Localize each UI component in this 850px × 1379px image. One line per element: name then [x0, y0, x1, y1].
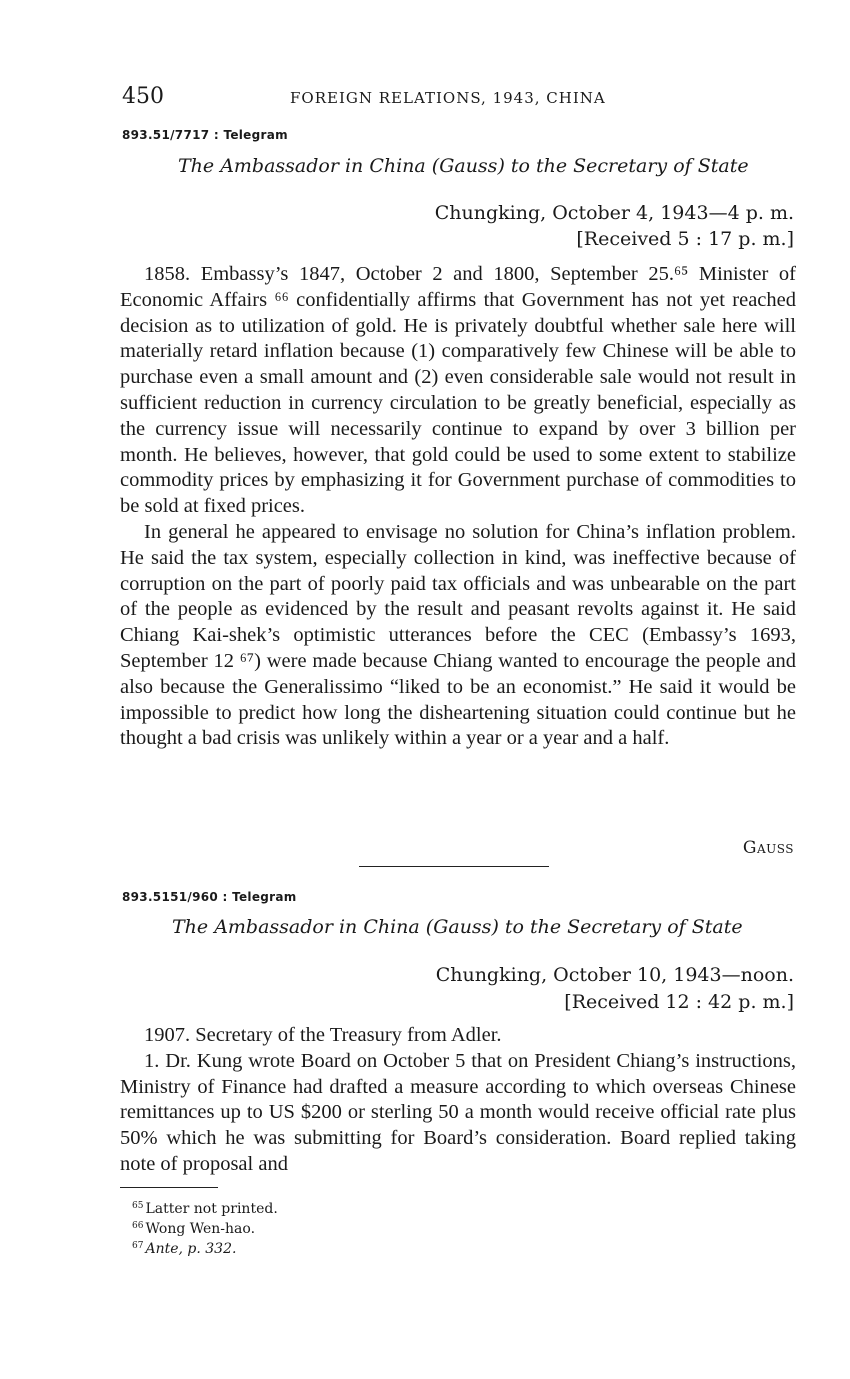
- doc1-paragraph-1: 1858. Embassy’s 1847, October 2 and 1800, September 25.⁶⁵ Minister of Economic Affairs ⁶⁶ confidentially affirms that Government has not yet reached decision as to utilization of gold. He is privately doubtful whether sale here will materially retard inflation because (1) comparatively few Chinese will be able to purchase even a small amount and (2) even considerable sale would not result in sufficient reduction in currency circulation to be greatly beneficial, especially as the currency issue will necessarily continue to expand by over 3 billion per month. He believes, however, that gold could be used to some extent to stabilize commodity prices by emphasizing it for Government purchase of commodities to be sold at fixed prices.: [120, 263, 796, 518]
- footnote-text: Ante, p. 332.: [145, 1241, 237, 1257]
- doc2-file-reference: 893.5151/960 : Telegram: [122, 890, 297, 904]
- doc1-received: [Received 5 : 17 p. m.]: [576, 228, 794, 250]
- section-divider: [359, 866, 549, 867]
- page-header: [122, 84, 794, 112]
- doc2-body: [120, 1023, 796, 1178]
- doc2-dateline: Chungking, October 10, 1943—noon.: [435, 964, 794, 986]
- footnote-65: [132, 1198, 278, 1218]
- footnote-mark: 67: [132, 1241, 144, 1251]
- doc1-file-reference: 893.51/7717 : Telegram: [122, 128, 288, 142]
- footnote-mark: 65: [132, 1201, 144, 1211]
- running-head: FOREIGN RELATIONS, 1943, CHINA: [290, 89, 606, 107]
- doc2-title: The Ambassador in China (Gauss) to the Secretary of State: [172, 916, 743, 938]
- doc2-paragraph-1: 1907. Secretary of the Treasury from Adler.: [144, 1024, 502, 1046]
- footnote-67: [132, 1238, 278, 1258]
- doc1-body: [120, 262, 796, 752]
- footnote-66: [132, 1218, 278, 1238]
- doc2-received: [Received 12 : 42 p. m.]: [564, 991, 794, 1013]
- doc2-paragraph-2: 1. Dr. Kung wrote Board on October 5 that on President Chiang’s instructions, Ministry of Finance had drafted a measure according to which overseas Chinese remittances up to US $200 or sterling 50 a month would receive official rate plus 50% which he was submitting for Board’s consideration. Board replied taking note of proposal and: [120, 1049, 796, 1175]
- footnote-text: Latter not printed.: [145, 1201, 278, 1217]
- footnote-text: Wong Wen-hao.: [145, 1221, 256, 1237]
- footnote-rule: [120, 1187, 218, 1188]
- doc1-dateline: Chungking, October 4, 1943—4 p. m.: [434, 202, 794, 224]
- footnotes: [132, 1198, 278, 1258]
- doc1-paragraph-2: In general he appeared to envisage no solution for China’s inflation problem. He said the tax system, especially collection in kind, was ineffective because of corruption on the part of poorly paid tax officials and was unbearable on the part of the people as evidenced by the result and peasant revolts against it. He said Chiang Kai-shek’s optimistic utterances before the CEC (Embassy’s 1693, September 12 ⁶⁷) were made because Chiang wanted to encourage the people and also because the Generalissimo “liked to be an economist.” He said it would be impossible to predict how long the disheartening situation could continue but he thought a bad crisis was unlikely within a year or a year and a half.: [120, 520, 796, 750]
- doc1-title: The Ambassador in China (Gauss) to the Secretary of State: [178, 155, 749, 177]
- page-number: 450: [122, 84, 164, 109]
- footnote-mark: 66: [132, 1221, 144, 1231]
- doc1-signature: Gauss: [742, 838, 794, 858]
